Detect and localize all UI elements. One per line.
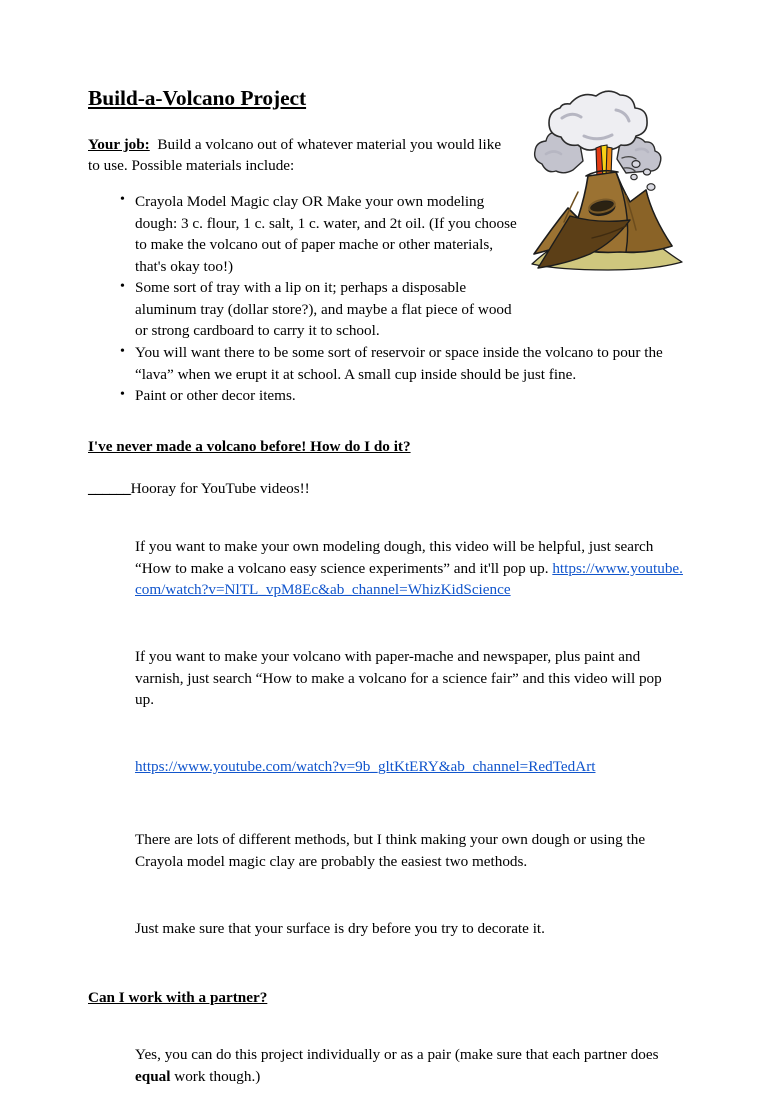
howto-paragraph-3: There are lots of different methods, but I think making your own dough or using the Crayola model magic clay are probably the easiest two methods.: [135, 831, 646, 870]
partner-answer-after: work though.): [170, 1067, 261, 1085]
hooray-text: Hooray for YouTube videos!!: [130, 480, 310, 498]
section-heading-howto: I've never made a volcano before! How do I do it?: [88, 437, 411, 455]
list-item: • Crayola Model Magic clay OR Make your own modeling dough: 3 c. flour, 1 c. salt, 1 c. water, and 2t oil. (If you choose to make the volcano out of paper mache or other materials, that's okay too!): [120, 191, 525, 277]
youtube-link-2[interactable]: https://www.youtube.com/watch?v=9b_gltKtERY&ab_channel=RedTedArt: [135, 758, 596, 776]
list-item: • You will want there to be some sort of reservoir or space inside the volcano to pour the “lava” when we erupt it at school. A small cup inside should be just fine.: [120, 342, 684, 385]
partner-answer-before: Yes, you can do this project individually or as a pair (make sure that each partner does: [135, 1046, 659, 1064]
youtube-link-1[interactable]: https://www.youtube.com/watch?v=NlTL_vpM8Ec&ab_channel=WhizKidScience: [135, 559, 683, 599]
hooray-line: [88, 478, 684, 500]
your-job-label: Your job:: [88, 135, 150, 153]
section-heading-partner: Can I work with a partner?: [88, 988, 268, 1006]
intro-text: Build a volcano out of whatever material you would like to use. Possible materials include:: [88, 135, 502, 175]
list-item: • Paint or other decor items.: [120, 385, 684, 407]
volcano-illustration: [518, 88, 690, 280]
list-item: • Some sort of tray with a lip on it; perhaps a disposable aluminum tray (dollar store?), and maybe a flat piece of wood or strong cardboard to carry it to school.: [120, 277, 525, 342]
howto-paragraph-4: Just make sure that your surface is dry before you try to decorate it.: [135, 919, 545, 937]
youtube-link-2-wrap: [135, 756, 684, 778]
partner-answer-emphasis: equal: [135, 1067, 171, 1085]
howto-paragraph-1: [135, 536, 684, 601]
volcano-mountain: [532, 171, 682, 270]
howto-paragraph-2: If you want to make your volcano with paper-mache and newspaper, plus paint and varnish, just search “How to make a volcano for a science fair” and this video will pop up.: [135, 648, 662, 709]
partner-answer: [135, 1044, 684, 1087]
page-title: Build-a-Volcano Project: [88, 86, 307, 110]
intro-paragraph: [88, 134, 508, 177]
fill-in-blank: ______: [88, 480, 131, 498]
howto-paragraph-1-text: If you want to make your own modeling dough, this video will be helpful, just search “How to make a volcano easy science experiments” and it'll pop up.: [135, 538, 654, 577]
